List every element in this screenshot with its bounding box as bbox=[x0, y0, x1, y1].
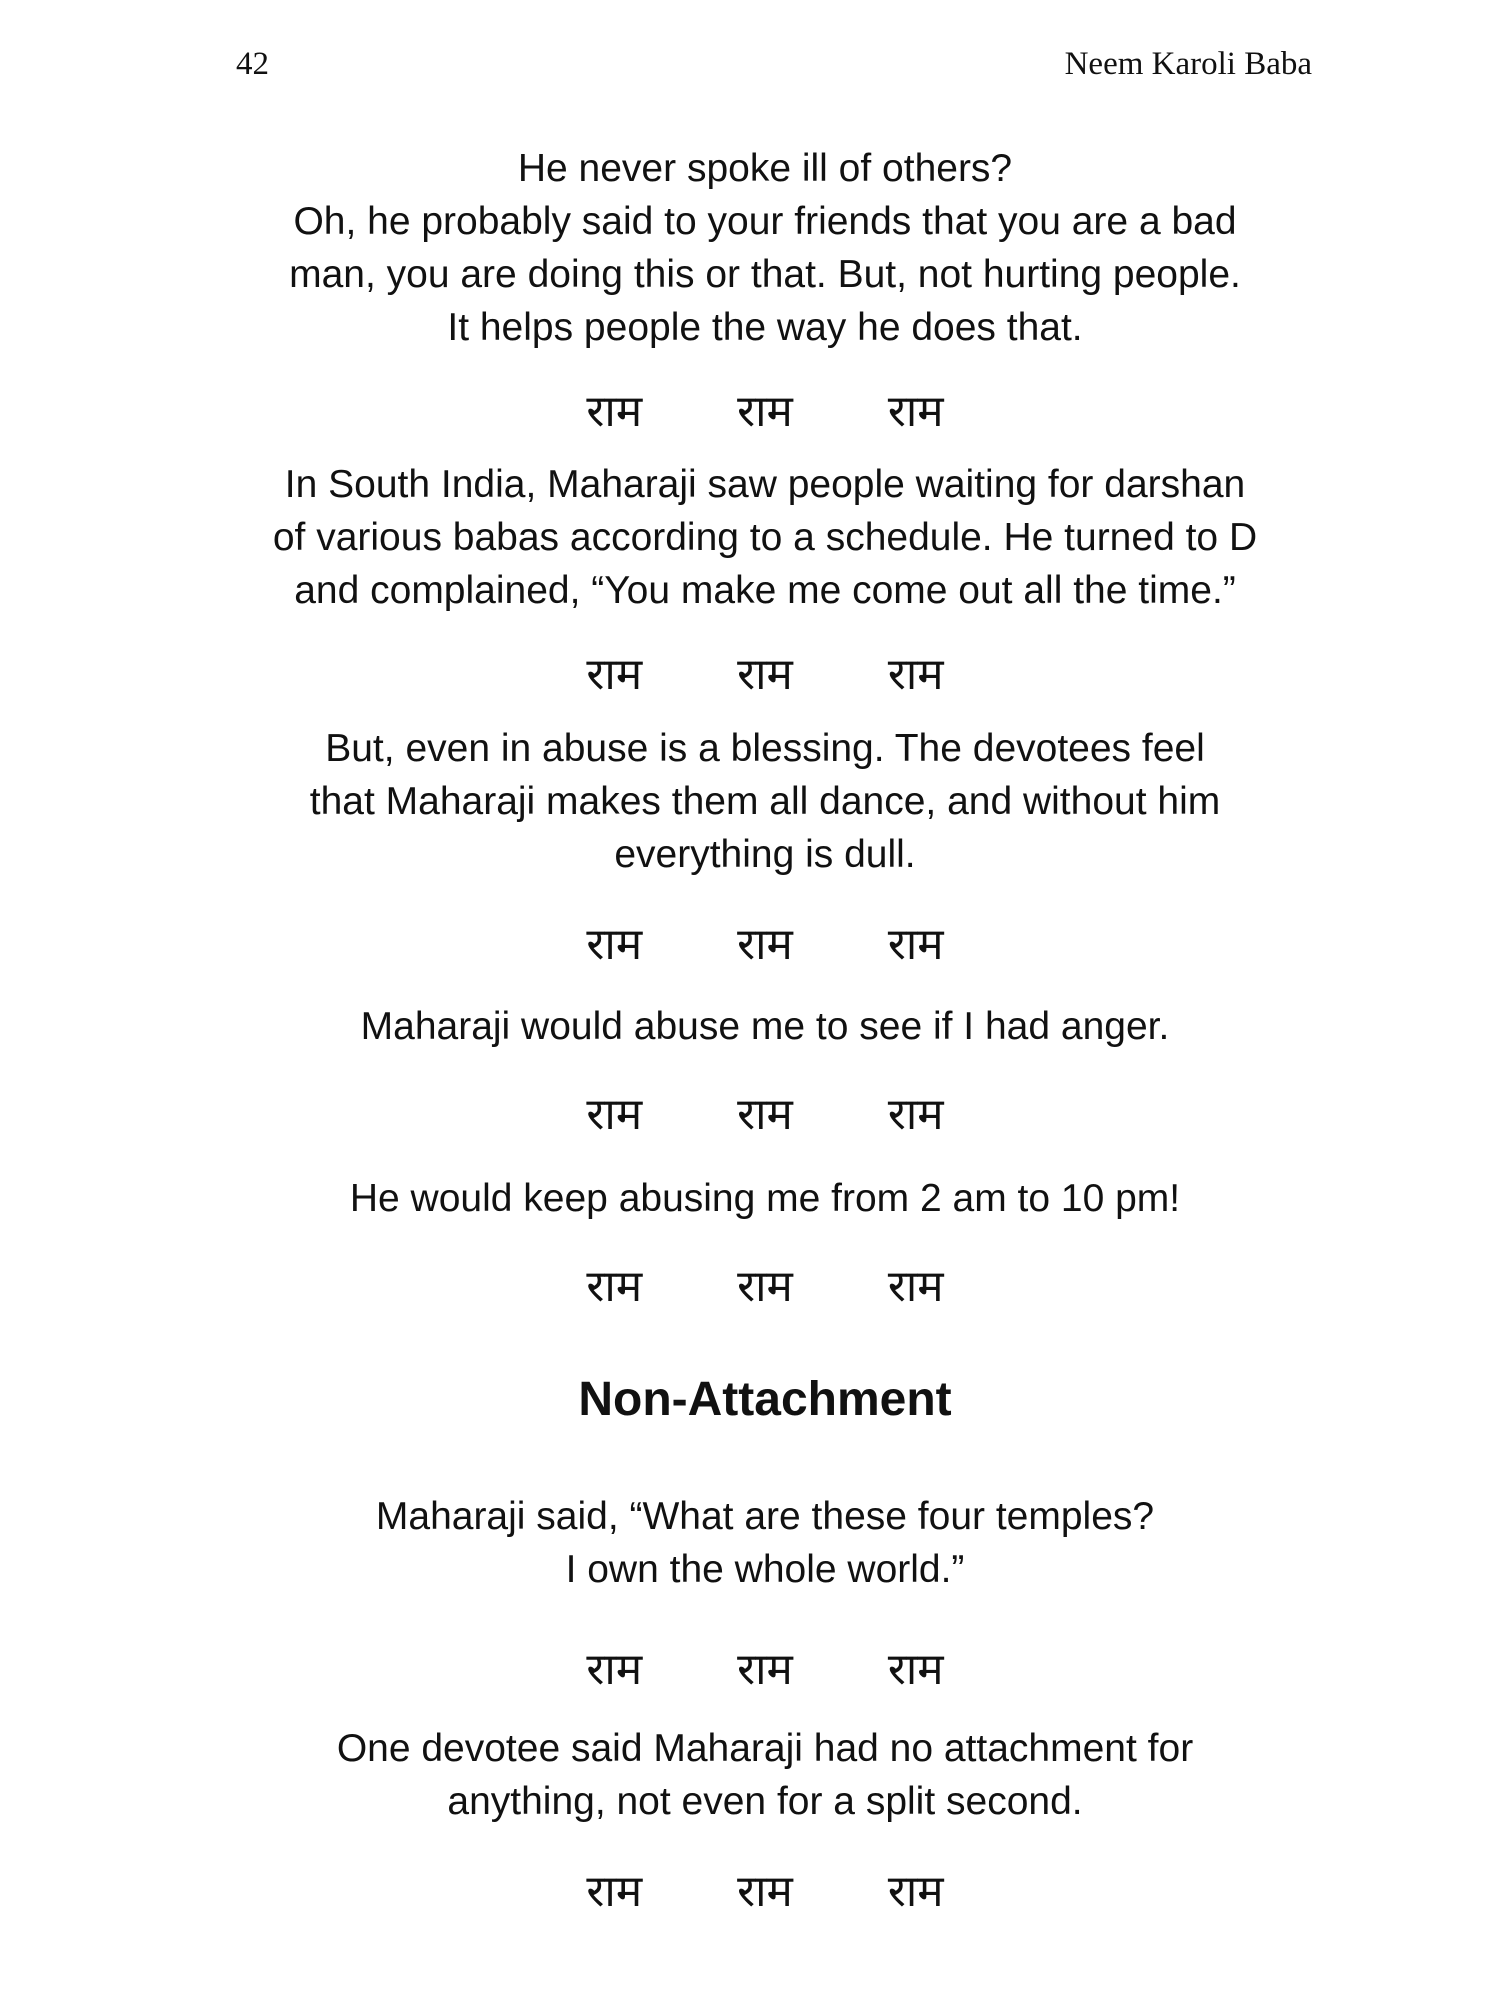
passage-7 bbox=[0, 1722, 1500, 1828]
ram-separator bbox=[0, 382, 1500, 442]
passage-line: that Maharaji makes them all dance, and without him bbox=[309, 780, 1221, 823]
ram-separator bbox=[0, 645, 1500, 705]
ram-word: राम bbox=[586, 1644, 643, 1695]
ram-word: राम bbox=[887, 649, 944, 700]
ram-separator bbox=[0, 1085, 1500, 1145]
passage-4 bbox=[0, 1000, 1500, 1053]
ram-word: राम bbox=[737, 1089, 793, 1140]
ram-word: राम bbox=[887, 1644, 944, 1695]
ram-word: राम bbox=[737, 386, 793, 437]
ram-separator bbox=[0, 1640, 1500, 1700]
ram-word: राम bbox=[887, 386, 944, 437]
passage-line: It helps people the way he does that. bbox=[447, 306, 1083, 349]
passage-line: Maharaji said, “What are these four temples? bbox=[375, 1495, 1155, 1538]
passage-line: I own the whole world.” bbox=[565, 1548, 965, 1591]
page-number: 42 bbox=[236, 46, 269, 82]
section-heading: Non-Attachment bbox=[578, 1373, 952, 1426]
ram-separator bbox=[0, 1862, 1500, 1922]
ram-word: राम bbox=[887, 1089, 944, 1140]
ram-word: राम bbox=[887, 1866, 944, 1917]
passage-3 bbox=[0, 722, 1500, 881]
passage-line: He never spoke ill of others? bbox=[517, 147, 1013, 190]
passage-line: But, even in abuse is a blessing. The devotees feel bbox=[325, 727, 1205, 770]
ram-word: राम bbox=[586, 919, 643, 970]
passage-line: In South India, Maharaji saw people waiting for darshan bbox=[284, 463, 1246, 506]
ram-word: राम bbox=[586, 1089, 643, 1140]
page-header bbox=[0, 40, 1500, 90]
passage-line: Maharaji would abuse me to see if I had anger. bbox=[360, 1005, 1170, 1048]
ram-separator bbox=[0, 915, 1500, 975]
passage-6 bbox=[0, 1490, 1500, 1596]
ram-word: राम bbox=[737, 649, 793, 700]
running-title: Neem Karoli Baba bbox=[1064, 46, 1312, 82]
ram-word: राम bbox=[586, 1866, 643, 1917]
ram-word: राम bbox=[737, 1261, 793, 1312]
ram-word: राम bbox=[586, 1261, 643, 1312]
passage-line: anything, not even for a split second. bbox=[447, 1780, 1083, 1823]
passage-line: Oh, he probably said to your friends that you are a bad bbox=[293, 200, 1237, 243]
ram-separator bbox=[0, 1257, 1500, 1317]
passage-line: and complained, “You make me come out all the time.” bbox=[294, 569, 1236, 612]
passage-line: He would keep abusing me from 2 am to 10 pm! bbox=[349, 1177, 1181, 1220]
passage-2 bbox=[0, 458, 1500, 617]
ram-word: राम bbox=[887, 1261, 944, 1312]
passage-line: of various babas according to a schedule. He turned to D bbox=[272, 516, 1258, 559]
passage-5 bbox=[0, 1172, 1500, 1225]
ram-word: राम bbox=[737, 1866, 793, 1917]
ram-word: राम bbox=[737, 919, 793, 970]
ram-word: राम bbox=[887, 919, 944, 970]
passage-1 bbox=[0, 142, 1500, 354]
ram-word: राम bbox=[586, 386, 643, 437]
passage-line: One devotee said Maharaji had no attachment for bbox=[336, 1727, 1194, 1770]
ram-word: राम bbox=[586, 649, 643, 700]
passage-line: man, you are doing this or that. But, not hurting people. bbox=[289, 253, 1241, 296]
passage-line: everything is dull. bbox=[614, 833, 916, 876]
ram-word: राम bbox=[737, 1644, 793, 1695]
